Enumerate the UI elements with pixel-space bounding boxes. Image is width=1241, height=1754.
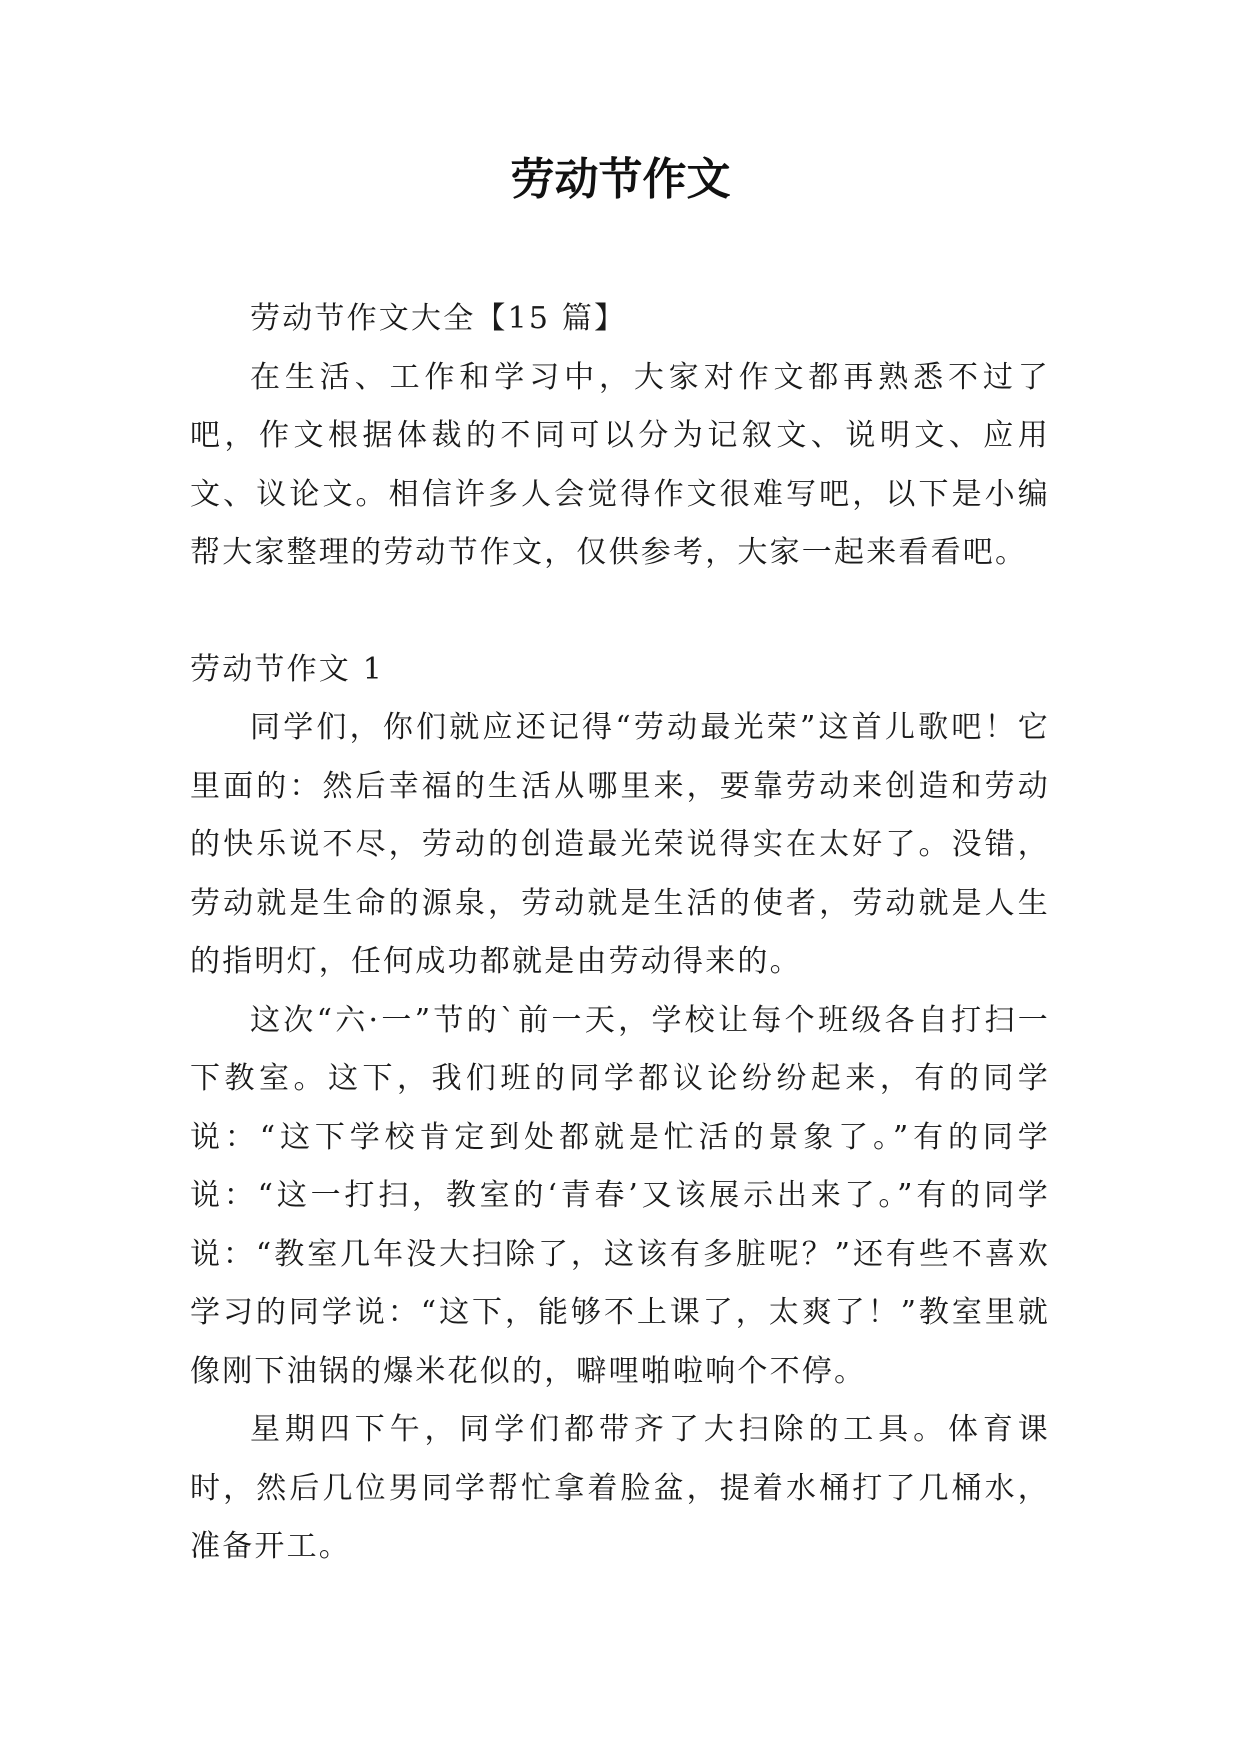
- body-paragraph: 星期四下午，同学们都带齐了大扫除的工具。体育课时，然后几位男同学帮忙拿着脸盆，提着水桶打了几桶水，准备开工。: [190, 1412, 1050, 1564]
- document-subtitle: 劳动节作文大全【15 篇】: [250, 301, 627, 336]
- document-title: 劳动节作文: [510, 154, 731, 205]
- document-body: [190, 290, 1050, 1577]
- section-heading: 劳动节作文 1: [190, 651, 385, 687]
- intro-paragraph: 在生活、工作和学习中，大家对作文都再熟悉不过了吧，作文根据体裁的不同可以分为记叙文、说明文、应用文、议论文。相信许多人会觉得作文很难写吧，以下是小编帮大家整理的劳动节作文，仅供参考，大家一起来看看吧。: [190, 359, 1050, 570]
- body-paragraph: 这次“六·一”节的`前一天，学校让每个班级各自打扫一下教室。这下，我们班的同学都议论纷纷起来，有的同学说：“这下学校肯定到处都就是忙活的景象了。”有的同学说：“这一打扫，教室的‘青春’又该展示出来了。”有的同学说：“教室几年没大扫除了，这该有多脏呢？”还有些不喜欢学习的同学说：“这下，能够不上课了，太爽了！”教室里就像刚下油锅的爆米花似的，噼哩啪啦响个不停。: [190, 1002, 1050, 1389]
- body-paragraph: 同学们，你们就应还记得“劳动最光荣”这首儿歌吧！它里面的：然后幸福的生活从哪里来，要靠劳动来创造和劳动的快乐说不尽，劳动的创造最光荣说得实在太好了。没错，劳动就是生命的源泉，劳动就是生活的使者，劳动就是人生的指明灯，任何成功都就是由劳动得来的。: [190, 710, 1050, 979]
- section-spacer: [190, 583, 1050, 641]
